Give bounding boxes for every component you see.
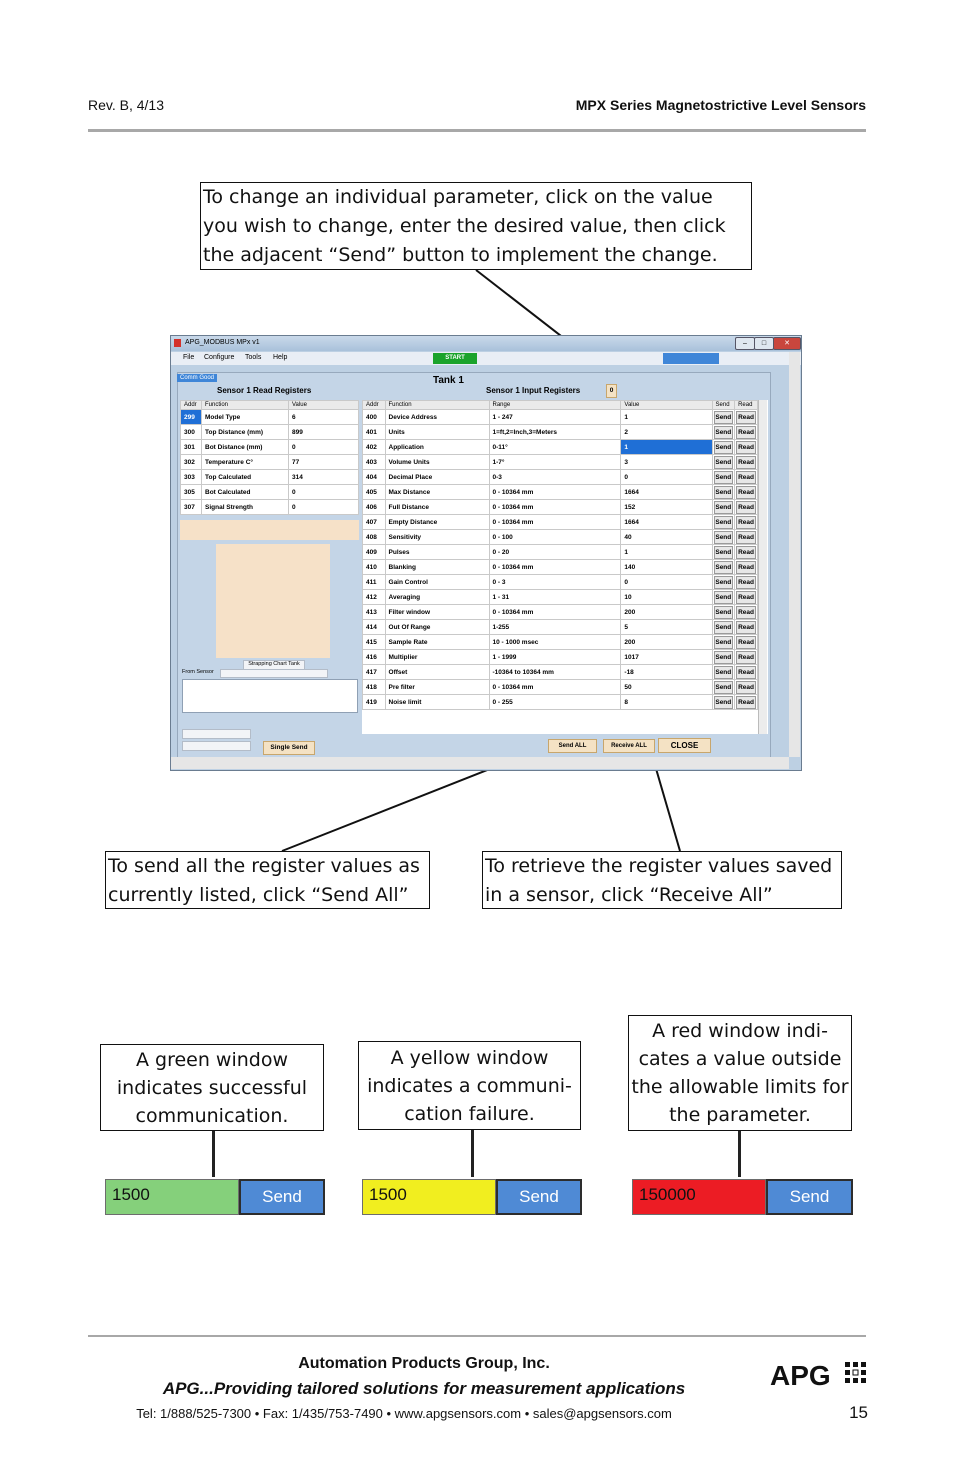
input-cell[interactable]: 152	[621, 500, 712, 515]
read-button[interactable]: Read	[736, 516, 756, 529]
input-cell: Blanking	[385, 560, 489, 575]
input-cell: Noise limit	[385, 695, 489, 710]
read-header-cell: Value	[289, 401, 359, 410]
send-button[interactable]: Send	[714, 621, 734, 634]
menu-tools[interactable]: Tools	[245, 354, 262, 361]
input-cell: 1-7°	[489, 455, 621, 470]
input-cell: 419	[363, 695, 386, 710]
yellow-send-button[interactable]: Send	[496, 1179, 582, 1215]
send-button[interactable]: Send	[714, 561, 734, 574]
read-cell[interactable]: 314	[289, 470, 359, 485]
red-example	[632, 1179, 853, 1215]
input-cell: 406	[363, 500, 386, 515]
read-table-footer	[180, 520, 359, 540]
input-cell: -10364 to 10364 mm	[489, 665, 621, 680]
read-cell	[735, 500, 758, 515]
read-cell	[735, 560, 758, 575]
read-button[interactable]: Read	[736, 531, 756, 544]
send-all-button[interactable]: Send ALL	[548, 739, 597, 753]
send-button[interactable]: Send	[714, 681, 734, 694]
input-cell: 415	[363, 635, 386, 650]
read-button[interactable]: Read	[736, 441, 756, 454]
input-cell[interactable]: 200	[621, 635, 712, 650]
read-button[interactable]: Read	[736, 621, 756, 634]
input-cell: 0 - 10364 mm	[489, 500, 621, 515]
input-cell: Full Distance	[385, 500, 489, 515]
read-cell[interactable]: 0	[289, 500, 359, 515]
input-cell: 408	[363, 530, 386, 545]
input-cell: 405	[363, 485, 386, 500]
input-registers-badge[interactable]: 0	[606, 384, 617, 398]
read-cell	[735, 410, 758, 425]
input-header-cell: Value	[621, 401, 712, 410]
page-number: 15	[849, 1403, 868, 1422]
table-row	[363, 500, 758, 515]
input-cell: 10 - 1000 msec	[489, 635, 621, 650]
table-row	[363, 530, 758, 545]
input-cell: Averaging	[385, 590, 489, 605]
read-cell	[735, 455, 758, 470]
input-cell[interactable]: 2	[621, 425, 712, 440]
input-cell: Gain Control	[385, 575, 489, 590]
input-cell: 416	[363, 650, 386, 665]
read-button[interactable]: Read	[736, 486, 756, 499]
from-sensor-label: From Sensor	[182, 669, 214, 675]
input-cell[interactable]: 8	[621, 695, 712, 710]
menu-help[interactable]: Help	[273, 354, 288, 361]
window-horizontal-scrollbar[interactable]	[171, 757, 789, 769]
input-cell: Device Address	[385, 410, 489, 425]
read-cell[interactable]: 0	[289, 440, 359, 455]
send-cell	[712, 680, 735, 695]
read-cell[interactable]: 77	[289, 455, 359, 470]
send-cell	[712, 470, 735, 485]
input-cell[interactable]: 40	[621, 530, 712, 545]
input-cell: 412	[363, 590, 386, 605]
minimize-icon[interactable]: –	[735, 337, 755, 350]
send-button[interactable]: Send	[714, 651, 734, 664]
table-row	[363, 440, 758, 455]
read-button[interactable]: Read	[736, 501, 756, 514]
input-cell: 0-11°	[489, 440, 621, 455]
input-cell: 400	[363, 410, 386, 425]
send-button[interactable]: Send	[714, 591, 734, 604]
input-cell[interactable]: 1664	[621, 485, 712, 500]
read-button[interactable]: Read	[736, 591, 756, 604]
input-cell: 409	[363, 545, 386, 560]
read-cell	[735, 425, 758, 440]
send-cell	[712, 485, 735, 500]
table-row	[181, 440, 359, 455]
read-cell	[735, 440, 758, 455]
tank-title: Tank 1	[433, 375, 464, 386]
input-cell[interactable]: 50	[621, 680, 712, 695]
table-row	[363, 590, 758, 605]
red-stem	[738, 1131, 741, 1177]
read-cell	[735, 620, 758, 635]
window-vertical-scrollbar[interactable]	[789, 352, 800, 757]
send-button[interactable]: Send	[714, 696, 734, 709]
input-registers-viewport	[362, 400, 768, 734]
input-cell: 0 - 255	[489, 695, 621, 710]
input-cell: 0-3	[489, 470, 621, 485]
read-cell: Top Distance (mm)	[202, 425, 289, 440]
callout-red: A red window indi-cates a value outside the allowable limits for the parameter.	[628, 1015, 852, 1131]
input-cell: Sensitivity	[385, 530, 489, 545]
comm-status-badge: Comm Good	[177, 374, 217, 382]
apg-logo: APG	[770, 1360, 831, 1391]
input-cell: 413	[363, 605, 386, 620]
table-row	[363, 605, 758, 620]
read-cell	[735, 515, 758, 530]
table-row	[363, 470, 758, 485]
input-cell: Pre filter	[385, 680, 489, 695]
send-cell	[712, 695, 735, 710]
read-table-header	[181, 401, 359, 410]
input-cell[interactable]: 0	[621, 575, 712, 590]
input-cell: Empty Distance	[385, 515, 489, 530]
input-header-cell: Function	[385, 401, 489, 410]
yellow-example	[362, 1179, 582, 1215]
send-cell	[712, 665, 735, 680]
callout-yellow: A yellow window indicates a communi-cation failure.	[358, 1041, 581, 1130]
input-cell: 417	[363, 665, 386, 680]
read-cell: Bot Distance (mm)	[202, 440, 289, 455]
read-button[interactable]: Read	[736, 651, 756, 664]
company-name: Automation Products Group, Inc.	[298, 1355, 550, 1372]
green-example	[105, 1179, 325, 1215]
input-cell: 407	[363, 515, 386, 530]
maximize-icon[interactable]: □	[754, 337, 774, 350]
send-cell	[712, 620, 735, 635]
company-slogan: APG...Providing tailored solutions for measurement applications	[162, 1379, 686, 1398]
window-title: APG_MODBUS MPx v1	[185, 339, 260, 346]
read-cell	[735, 545, 758, 560]
send-cell	[712, 560, 735, 575]
input-cell: 0 - 100	[489, 530, 621, 545]
table-row	[363, 455, 758, 470]
table-row	[363, 635, 758, 650]
from-sensor-output[interactable]	[182, 679, 358, 713]
table-row	[363, 620, 758, 635]
read-button[interactable]: Read	[736, 636, 756, 649]
app-icon	[174, 339, 181, 347]
read-cell	[735, 470, 758, 485]
send-button[interactable]: Send	[714, 426, 734, 439]
input-cell: 1=ft,2=Inch,3=Meters	[489, 425, 621, 440]
table-row	[363, 650, 758, 665]
input-cell: Multiplier	[385, 650, 489, 665]
read-cell: Signal Strength	[202, 500, 289, 515]
input-cell[interactable]: 1	[621, 410, 712, 425]
read-cell	[735, 575, 758, 590]
input-cell[interactable]: 140	[621, 560, 712, 575]
read-button[interactable]: Read	[736, 576, 756, 589]
red-send-button[interactable]: Send	[766, 1179, 853, 1215]
callout-receive-all: To retrieve the register values saved in a sensor, click “Receive All”	[482, 851, 842, 909]
modbus-window	[170, 335, 802, 771]
read-button[interactable]: Read	[736, 696, 756, 709]
green-stem	[212, 1131, 215, 1177]
input-cell: 0 - 10364 mm	[489, 605, 621, 620]
revision-label: Rev. B, 4/13	[88, 97, 165, 113]
input-cell[interactable]: 1017	[621, 650, 712, 665]
send-cell	[712, 605, 735, 620]
table-scrollbar[interactable]	[758, 400, 767, 734]
read-button[interactable]: Read	[736, 681, 756, 694]
read-button[interactable]: Read	[736, 471, 756, 484]
start-button[interactable]: START	[433, 353, 477, 364]
input-cell: Offset	[385, 665, 489, 680]
input-cell[interactable]: 0	[621, 470, 712, 485]
input-cell: 411	[363, 575, 386, 590]
read-button[interactable]: Read	[736, 411, 756, 424]
input-cell[interactable]: 1	[621, 545, 712, 560]
read-cell	[735, 650, 758, 665]
read-cell: Model Type	[202, 410, 289, 425]
read-registers-title: Sensor 1 Read Registers	[217, 386, 312, 395]
input-cell[interactable]: 10	[621, 590, 712, 605]
send-button[interactable]: Send	[714, 546, 734, 559]
single-send-button[interactable]: Single Send	[263, 741, 315, 755]
read-cell: 307	[181, 500, 202, 515]
read-cell	[735, 485, 758, 500]
table-row	[181, 425, 359, 440]
input-cell[interactable]: 1	[621, 440, 712, 455]
input-cell: 1-255	[489, 620, 621, 635]
read-registers-table	[180, 400, 359, 515]
send-button[interactable]: Send	[714, 606, 734, 619]
send-cell	[712, 650, 735, 665]
input-cell: 0 - 10364 mm	[489, 560, 621, 575]
send-cell	[712, 530, 735, 545]
input-cell: Filter window	[385, 605, 489, 620]
read-cell	[735, 680, 758, 695]
send-button[interactable]: Send	[714, 456, 734, 469]
read-button[interactable]: Read	[736, 666, 756, 679]
table-row	[181, 410, 359, 425]
green-value-field[interactable]: 1500	[105, 1179, 239, 1215]
input-cell: Out Of Range	[385, 620, 489, 635]
input-cell[interactable]: 200	[621, 605, 712, 620]
close-icon[interactable]: ✕	[773, 337, 801, 350]
read-cell	[735, 590, 758, 605]
single-send-field-1[interactable]	[182, 729, 251, 739]
send-button[interactable]: Send	[714, 516, 734, 529]
table-row	[363, 665, 758, 680]
table-row	[363, 560, 758, 575]
status-field	[663, 353, 719, 364]
table-row	[363, 410, 758, 425]
send-cell	[712, 455, 735, 470]
input-cell: Max Distance	[385, 485, 489, 500]
read-cell[interactable]: 0	[289, 485, 359, 500]
read-cell: Temperature C°	[202, 455, 289, 470]
table-row	[363, 515, 758, 530]
input-cell: 1 - 1999	[489, 650, 621, 665]
input-cell[interactable]: 3	[621, 455, 712, 470]
table-row	[363, 425, 758, 440]
read-cell[interactable]: 6	[289, 410, 359, 425]
input-registers-table	[362, 400, 758, 710]
callout-individual: To change an individual parameter, click on the value you wish to change, enter the desired value, then click the adjacent “Send” button to implement the change.	[200, 182, 752, 270]
input-cell: Volume Units	[385, 455, 489, 470]
send-cell	[712, 440, 735, 455]
menu-file[interactable]: File	[183, 354, 195, 361]
input-cell: 403	[363, 455, 386, 470]
send-button[interactable]: Send	[714, 486, 734, 499]
callout-green: A green window indicates successful communication.	[100, 1044, 324, 1131]
from-sensor-field	[220, 669, 328, 678]
input-cell: Application	[385, 440, 489, 455]
table-row	[363, 485, 758, 500]
table-row	[181, 455, 359, 470]
send-button[interactable]: Send	[714, 666, 734, 679]
send-button[interactable]: Send	[714, 636, 734, 649]
input-header-cell: Send	[712, 401, 735, 410]
input-cell: Decimal Place	[385, 470, 489, 485]
yellow-stem	[471, 1130, 474, 1177]
send-cell	[712, 635, 735, 650]
input-cell: Sample Rate	[385, 635, 489, 650]
read-button[interactable]: Read	[736, 561, 756, 574]
read-cell: 305	[181, 485, 202, 500]
read-cell: Bot Calculated	[202, 485, 289, 500]
input-table-header	[363, 401, 758, 410]
table-row	[363, 695, 758, 710]
menu-configure[interactable]: Configure	[204, 354, 235, 361]
read-cell	[735, 665, 758, 680]
input-cell: Pulses	[385, 545, 489, 560]
send-cell	[712, 425, 735, 440]
send-button[interactable]: Send	[714, 411, 734, 424]
input-cell: 401	[363, 425, 386, 440]
read-cell: 299	[181, 410, 202, 425]
read-cell: 302	[181, 455, 202, 470]
table-row	[181, 485, 359, 500]
input-cell: 0 - 20	[489, 545, 621, 560]
table-row	[363, 545, 758, 560]
read-button[interactable]: Read	[736, 546, 756, 559]
apg-logo-grid-icon	[845, 1362, 867, 1384]
input-cell: 0 - 3	[489, 575, 621, 590]
table-row	[181, 470, 359, 485]
input-cell: 0 - 10364 mm	[489, 485, 621, 500]
receive-all-button[interactable]: Receive ALL	[603, 739, 655, 753]
send-cell	[712, 500, 735, 515]
input-cell: 0 - 10364 mm	[489, 680, 621, 695]
send-cell	[712, 590, 735, 605]
table-row	[181, 500, 359, 515]
read-button[interactable]: Read	[736, 426, 756, 439]
read-cell	[735, 530, 758, 545]
table-row	[363, 575, 758, 590]
read-cell: 300	[181, 425, 202, 440]
green-send-button[interactable]: Send	[239, 1179, 325, 1215]
send-cell	[712, 545, 735, 560]
input-cell: 1 - 31	[489, 590, 621, 605]
input-cell: 0 - 10364 mm	[489, 515, 621, 530]
callout-send-all: To send all the register values as currently listed, click “Send All”	[105, 851, 430, 909]
footer-rule	[88, 1335, 866, 1337]
read-button[interactable]: Read	[736, 456, 756, 469]
send-cell	[712, 515, 735, 530]
input-cell: 414	[363, 620, 386, 635]
close-button[interactable]: CLOSE	[658, 738, 711, 753]
read-cell: 303	[181, 470, 202, 485]
input-cell: Units	[385, 425, 489, 440]
send-button[interactable]: Send	[714, 441, 734, 454]
document-title: MPX Series Magnetostrictive Level Sensors	[575, 97, 866, 113]
send-button[interactable]: Send	[714, 471, 734, 484]
input-cell: 404	[363, 470, 386, 485]
red-value-field[interactable]: 150000	[632, 1179, 766, 1215]
input-header-cell: Range	[489, 401, 621, 410]
read-header-cell: Function	[202, 401, 289, 410]
send-cell	[712, 575, 735, 590]
input-cell[interactable]: 1664	[621, 515, 712, 530]
send-button[interactable]: Send	[714, 531, 734, 544]
read-cell	[735, 695, 758, 710]
table-row	[363, 680, 758, 695]
send-button[interactable]: Send	[714, 501, 734, 514]
read-cell: Top Calculated	[202, 470, 289, 485]
send-button[interactable]: Send	[714, 576, 734, 589]
read-header-cell: Addr	[181, 401, 202, 410]
strapping-chart-label: Strapping Chart Tank	[243, 660, 305, 670]
input-cell: 418	[363, 680, 386, 695]
input-cell[interactable]: 5	[621, 620, 712, 635]
contact-info: Tel: 1/888/525-7300 • Fax: 1/435/753-7490 • www.apgsensors.com • sales@apgsensors.com	[136, 1406, 672, 1421]
single-send-field-2[interactable]	[182, 741, 251, 751]
input-header-cell: Addr	[363, 401, 386, 410]
input-cell: 402	[363, 440, 386, 455]
strapping-chart-area	[216, 544, 330, 658]
read-cell	[735, 605, 758, 620]
input-registers-title: Sensor 1 Input Registers	[486, 386, 581, 395]
yellow-value-field[interactable]: 1500	[362, 1179, 496, 1215]
send-cell	[712, 410, 735, 425]
read-cell	[735, 635, 758, 650]
input-header-cell: Read	[735, 401, 758, 410]
read-button[interactable]: Read	[736, 606, 756, 619]
input-cell: 410	[363, 560, 386, 575]
title-bar	[171, 336, 801, 351]
input-cell[interactable]: -18	[621, 665, 712, 680]
read-cell: 301	[181, 440, 202, 455]
read-cell[interactable]: 899	[289, 425, 359, 440]
input-cell: 1 - 247	[489, 410, 621, 425]
